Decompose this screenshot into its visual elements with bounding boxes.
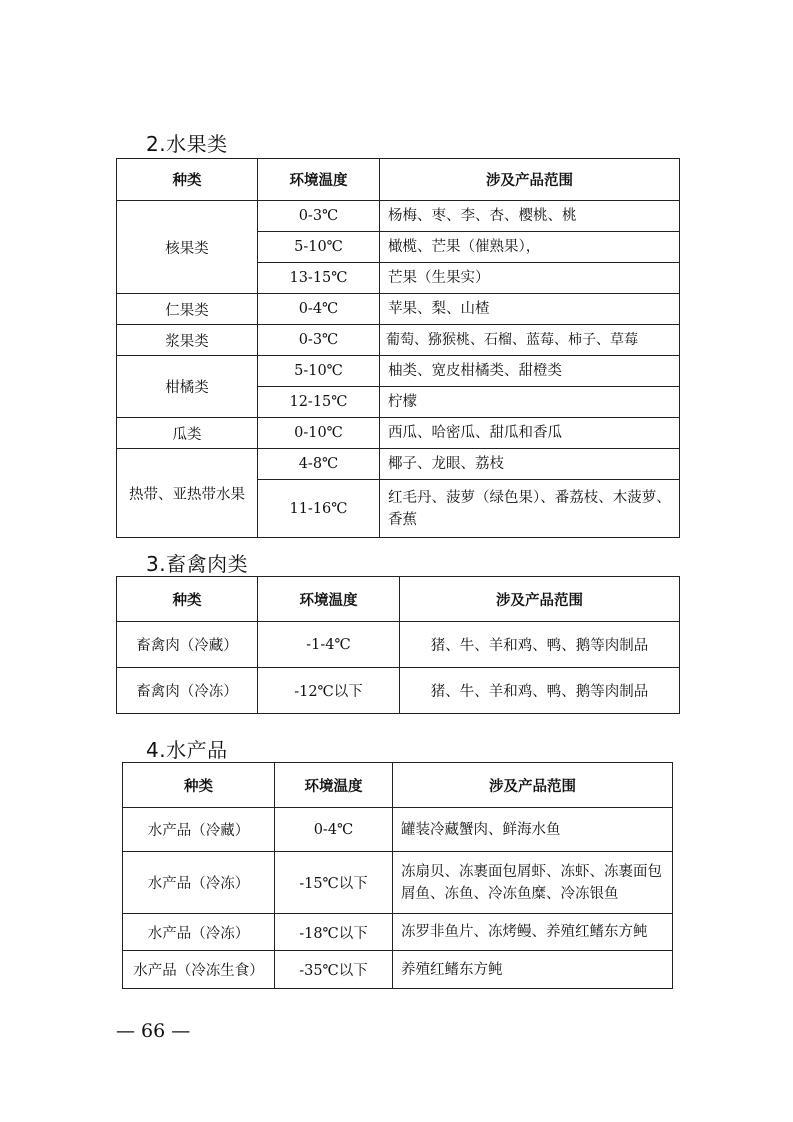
- scope-cell: 冻扇贝、冻裹面包屑虾、冻虾、冻裹面包屑鱼、冻鱼、冷冻鱼糜、冷冻银鱼: [393, 852, 673, 914]
- aquatic-table: [122, 762, 673, 989]
- column-header: 环境温度: [258, 159, 380, 201]
- fruit-heading: 2.水果类: [146, 132, 228, 156]
- category-cell: 热带、亚热带水果: [117, 449, 258, 538]
- category-cell: 柑橘类: [117, 356, 258, 418]
- scope-cell: 冻罗非鱼片、冻烤鳗、养殖红鳍东方鲀: [393, 914, 673, 951]
- scope-cell: 柠檬: [380, 387, 680, 418]
- column-header: 种类: [117, 159, 258, 201]
- page-number: — 66 —: [116, 1020, 191, 1042]
- temp-cell: -12℃以下: [258, 668, 400, 714]
- scope-cell: 猪、牛、羊和鸡、鸭、鹅等肉制品: [400, 622, 680, 668]
- table-row: [117, 668, 680, 714]
- scope-cell: 罐装冷藏蟹肉、鲜海水鱼: [393, 808, 673, 852]
- scope-cell: 西瓜、哈密瓜、甜瓜和香瓜: [380, 418, 680, 449]
- column-header: 环境温度: [258, 577, 400, 622]
- scope-cell: 红毛丹、菠萝（绿色果）、番荔枝、木菠萝、香蕉: [380, 480, 680, 538]
- temp-cell: -1-4℃: [258, 622, 400, 668]
- table-row: [123, 914, 673, 951]
- table-row: [117, 449, 680, 480]
- temp-cell: 0-4℃: [258, 294, 380, 325]
- temp-cell: 5-10℃: [258, 356, 380, 387]
- meat-heading: 3.畜禽肉类: [146, 552, 249, 576]
- column-header: 涉及产品范围: [380, 159, 680, 201]
- table-row: [117, 356, 680, 387]
- table-row: [123, 808, 673, 852]
- column-header: 环境温度: [275, 763, 393, 808]
- table-row: [117, 418, 680, 449]
- category-cell: 仁果类: [117, 294, 258, 325]
- temp-cell: -15℃以下: [275, 852, 393, 914]
- scope-cell: 橄榄、芒果（催熟果），: [380, 232, 680, 263]
- table-row: [123, 852, 673, 914]
- column-header: 涉及产品范围: [400, 577, 680, 622]
- temp-cell: 12-15℃: [258, 387, 380, 418]
- temp-cell: -35℃以下: [275, 951, 393, 989]
- meat-table: [116, 576, 680, 714]
- scope-cell: 苹果、梨、山楂: [380, 294, 680, 325]
- table-row: [117, 622, 680, 668]
- temp-cell: 11-16℃: [258, 480, 380, 538]
- temp-cell: 0-3℃: [258, 325, 380, 356]
- fruit-table: [116, 158, 680, 538]
- temp-cell: 5-10℃: [258, 232, 380, 263]
- temp-cell: -18℃以下: [275, 914, 393, 951]
- temp-cell: 0-10℃: [258, 418, 380, 449]
- scope-cell: 葡萄、猕猴桃、石榴、蓝莓、柿子、草莓: [380, 325, 680, 356]
- column-header: 种类: [123, 763, 275, 808]
- temp-cell: 13-15℃: [258, 263, 380, 294]
- table-row: [117, 201, 680, 232]
- table-row: [123, 951, 673, 989]
- category-cell: 核果类: [117, 201, 258, 294]
- scope-cell: 柚类、宽皮柑橘类、甜橙类: [380, 356, 680, 387]
- scope-cell: 猪、牛、羊和鸡、鸭、鹅等肉制品: [400, 668, 680, 714]
- table-row: [117, 325, 680, 356]
- scope-cell: 杨梅、枣、李、杏、樱桃、桃: [380, 201, 680, 232]
- temp-cell: 0-4℃: [275, 808, 393, 852]
- table-row: [117, 294, 680, 325]
- category-cell: 瓜类: [117, 418, 258, 449]
- temp-cell: 0-3℃: [258, 201, 380, 232]
- category-cell: 水产品（冷冻生食）: [123, 951, 275, 989]
- column-header: 种类: [117, 577, 258, 622]
- category-cell: 畜禽肉（冷藏）: [117, 622, 258, 668]
- scope-cell: 养殖红鳍东方鲀: [393, 951, 673, 989]
- scope-cell: 椰子、龙眼、荔枝: [380, 449, 680, 480]
- scope-cell: 芒果（生果实）: [380, 263, 680, 294]
- temp-cell: 4-8℃: [258, 449, 380, 480]
- aquatic-heading: 4.水产品: [146, 738, 228, 762]
- category-cell: 水产品（冷藏）: [123, 808, 275, 852]
- column-header: 涉及产品范围: [393, 763, 673, 808]
- category-cell: 畜禽肉（冷冻）: [117, 668, 258, 714]
- category-cell: 水产品（冷冻）: [123, 852, 275, 914]
- category-cell: 浆果类: [117, 325, 258, 356]
- category-cell: 水产品（冷冻）: [123, 914, 275, 951]
